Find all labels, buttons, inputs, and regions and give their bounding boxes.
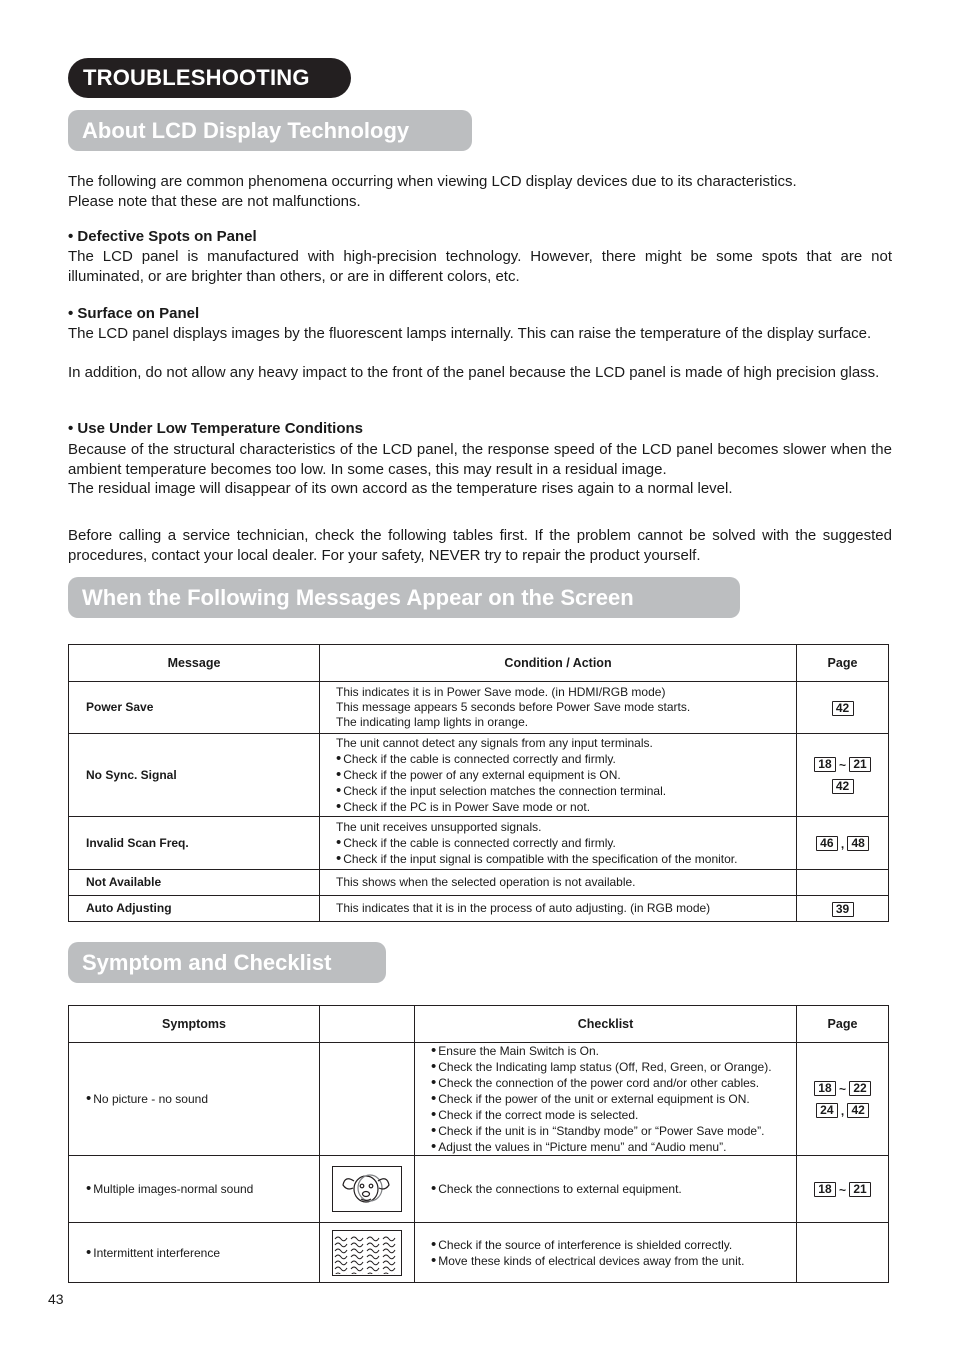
topic-body-surface-2: In addition, do not allow any heavy impact to the front of the panel because the LCD panel is made of high precision glass. xyxy=(68,364,880,381)
condition-line: The indicating lamp lights in orange. xyxy=(336,715,529,729)
table-row xyxy=(69,734,889,817)
page-ref[interactable]: 21 xyxy=(849,757,871,772)
symptom-image-cell xyxy=(320,1043,415,1156)
page-ref-line xyxy=(797,753,888,775)
page-ref-line xyxy=(797,775,888,797)
intro-text xyxy=(68,172,892,211)
checklist-item: • Adjust the values in “Picture menu” and “Audio menu”. xyxy=(431,1139,792,1155)
page-ref-cell xyxy=(797,896,889,922)
page-ref[interactable]: 42 xyxy=(832,701,854,716)
condition-action xyxy=(320,734,797,817)
topic-body-low-temp-1: Because of the structural characteristics of the LCD panel, the response speed of the LCD panel becomes slower when the ambient temperature becomes too low. In some cases, this may result in a residual image. xyxy=(68,441,892,478)
page-ref-line xyxy=(797,1077,888,1099)
topic-title-text: Use Under Low Temperature Conditions xyxy=(77,420,364,437)
symptom-cell xyxy=(69,1156,320,1223)
header-checklist: Checklist xyxy=(415,1006,797,1043)
section-heading-messages: When the Following Messages Appear on the Screen xyxy=(68,577,740,618)
condition-action xyxy=(320,896,797,922)
page-ref-line xyxy=(797,832,888,854)
topic-body-surface-1: The LCD panel displays images by the fluorescent lamps internally. This can raise the temperature of the display surface. xyxy=(68,325,872,342)
condition-line: • Check if the power of any external equipment is ON. xyxy=(336,767,792,783)
symptoms-table xyxy=(68,1005,889,1283)
page-ref[interactable]: 18 xyxy=(814,757,836,772)
message-name: No Sync. Signal xyxy=(69,734,320,817)
message-name: Power Save xyxy=(69,682,320,734)
condition-line: The unit cannot detect any signals from any input terminals. xyxy=(336,735,653,750)
checklist-item: • Check the connections to external equipment. xyxy=(431,1181,792,1197)
page-ref[interactable]: 42 xyxy=(847,1103,869,1118)
page-ref[interactable]: 39 xyxy=(832,902,854,917)
page-ref-separator: ~ xyxy=(838,757,846,772)
page-ref[interactable]: 42 xyxy=(832,779,854,794)
intro-line-2: Please note that these are not malfunctions. xyxy=(68,192,361,210)
condition-action xyxy=(320,870,797,896)
table-row xyxy=(69,896,889,922)
page-ref[interactable]: 46 xyxy=(816,836,838,851)
symptom-cell xyxy=(69,1043,320,1156)
page-ref-cell xyxy=(797,870,889,896)
condition-line: This indicates that it is in the process of auto adjusting. (in RGB mode) xyxy=(336,901,711,915)
page-ref[interactable]: 18 xyxy=(814,1182,836,1197)
table-row xyxy=(69,1043,889,1156)
message-name: Not Available xyxy=(69,870,320,896)
symptom-image-cell xyxy=(320,1223,415,1283)
page-ref-cell xyxy=(797,817,889,870)
page-ref[interactable]: 24 xyxy=(816,1103,838,1118)
page-ref-cell xyxy=(797,1043,889,1156)
page-ref-line xyxy=(797,898,888,920)
page-ref-separator: , xyxy=(840,1103,845,1118)
page-ref-cell xyxy=(797,682,889,734)
section-heading-lcd: About LCD Display Technology xyxy=(68,110,472,151)
page-ref-separator: ~ xyxy=(838,1182,846,1197)
checklist-cell xyxy=(415,1156,797,1223)
topic-body-low-temp-2: The residual image will disappear of its own accord as the temperature rises again to a normal level. xyxy=(68,480,733,497)
table-row xyxy=(69,817,889,870)
topic-title-surface: • Surface on Panel xyxy=(68,305,200,322)
table-row xyxy=(69,682,889,734)
symptom-cell xyxy=(69,1223,320,1283)
message-name: Auto Adjusting xyxy=(69,896,320,922)
page-ref[interactable]: 22 xyxy=(849,1081,871,1096)
page-ref-line xyxy=(797,697,888,719)
main-heading: TROUBLESHOOTING xyxy=(68,58,351,98)
table-row xyxy=(69,1223,889,1283)
symptom-image-cell xyxy=(320,1156,415,1223)
page-ref-separator: , xyxy=(840,836,845,851)
symptom-name: • Intermittent interference xyxy=(86,1245,319,1261)
condition-line: • Check if the cable is connected correctly and firmly. xyxy=(336,835,792,851)
page-number: 43 xyxy=(48,1291,64,1307)
table-row xyxy=(69,870,889,896)
page-ref-separator: ~ xyxy=(838,1081,846,1096)
symptom-name: • Multiple images-normal sound xyxy=(86,1181,319,1197)
page-ref-line xyxy=(797,1099,888,1121)
ghost-image-icon xyxy=(332,1166,402,1212)
checklist-item: • Move these kinds of electrical devices away from the unit. xyxy=(431,1253,792,1269)
condition-action xyxy=(320,817,797,870)
page-ref[interactable]: 21 xyxy=(849,1182,871,1197)
checklist-item: • Check if the correct mode is selected. xyxy=(431,1107,792,1123)
checklist-cell xyxy=(415,1043,797,1156)
checklist-item: • Check if the unit is in “Standby mode” or “Power Save mode”. xyxy=(431,1123,792,1139)
header-condition: Condition / Action xyxy=(320,645,797,682)
header-image xyxy=(320,1006,415,1043)
page-ref-cell xyxy=(797,734,889,817)
page-ref[interactable]: 48 xyxy=(847,836,869,851)
topic-title-defective-spots: • Defective Spots on Panel xyxy=(68,228,257,245)
checklist-item: • Check if the power of the unit or external equipment is ON. xyxy=(431,1091,792,1107)
intro-line-1: The following are common phenomena occurring when viewing LCD display devices due to its characteristics. xyxy=(68,173,797,190)
checklist-item: • Check the connection of the power cord and/or other cables. xyxy=(431,1075,792,1091)
condition-line: • Check if the input selection matches the connection terminal. xyxy=(336,783,792,799)
checklist-item: • Check if the source of interference is shielded correctly. xyxy=(431,1237,792,1253)
table-row xyxy=(69,1156,889,1223)
symptom-name: • No picture - no sound xyxy=(86,1091,319,1107)
condition-line: • Check if the cable is connected correctly and firmly. xyxy=(336,751,792,767)
topic-title-low-temperature: • Use Under Low Temperature Conditions xyxy=(68,420,364,437)
condition-line: This indicates it is in Power Save mode. (in HDMI/RGB mode) xyxy=(336,685,666,699)
header-page: Page xyxy=(797,1006,889,1043)
before-calling-text: Before calling a service technician, check the following tables first. If the problem cannot be solved with the suggested procedures, contact your local dealer. For your safety, NEVER try to repair the product yourself. xyxy=(68,527,892,564)
section-heading-symptoms: Symptom and Checklist xyxy=(68,942,386,983)
checklist-cell xyxy=(415,1223,797,1283)
message-name: Invalid Scan Freq. xyxy=(69,817,320,870)
topic-body-defective-spots: The LCD panel is manufactured with high-precision technology. However, there might be some spots that are not illuminated, or are brighter than others, or are in different colors, etc. xyxy=(68,248,892,285)
page-ref[interactable]: 18 xyxy=(814,1081,836,1096)
condition-action xyxy=(320,682,797,734)
checklist-item: • Ensure the Main Switch is On. xyxy=(431,1043,792,1059)
topic-title-text: Defective Spots on Panel xyxy=(77,228,257,245)
messages-table xyxy=(68,644,889,922)
condition-line: • Check if the input signal is compatible with the specification of the monitor. xyxy=(336,851,792,867)
page-ref-line xyxy=(797,1178,888,1200)
condition-line: The unit receives unsupported signals. xyxy=(336,819,542,834)
header-symptoms: Symptoms xyxy=(69,1006,320,1043)
header-message: Message xyxy=(69,645,320,682)
checklist-item: • Check the Indicating lamp status (Off, Red, Green, or Orange). xyxy=(431,1059,792,1075)
header-page: Page xyxy=(797,645,889,682)
condition-line: This shows when the selected operation is not available. xyxy=(336,875,636,889)
page-ref-cell xyxy=(797,1156,889,1223)
condition-line: • Check if the PC is in Power Save mode or not. xyxy=(336,799,792,815)
page-ref-cell xyxy=(797,1223,889,1283)
topic-title-text: Surface on Panel xyxy=(77,305,200,322)
interference-icon xyxy=(332,1230,402,1276)
condition-line: This message appears 5 seconds before Power Save mode starts. xyxy=(336,700,691,714)
